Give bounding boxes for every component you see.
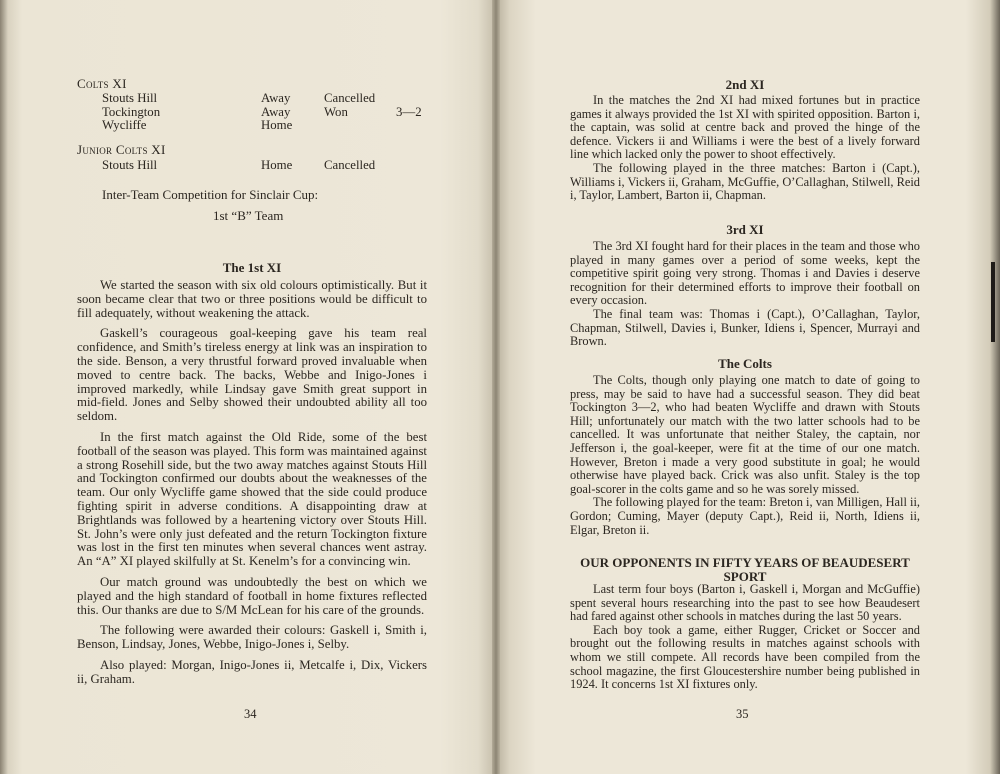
book-gutter — [492, 0, 500, 774]
page-number: 34 — [244, 707, 257, 721]
right-page — [496, 0, 1000, 774]
paragraph: The 3rd XI fought hard for their places in the team and those who played in many games over a period of some weeks, kept the competitive spirit going very strong. Thomas i and Davies i deserve recognition for their determined efforts to improve their football on every occasion. — [570, 239, 920, 308]
fixture-result: Cancelled — [324, 91, 376, 105]
colts-heading: The Colts — [718, 356, 772, 371]
fixture-team: Stouts Hill — [102, 158, 158, 172]
fixture-score: 3—2 — [396, 104, 422, 119]
opponents-heading: OUR OPPONENTS IN FIFTY YEARS OF BEAUDESERT SPORT — [580, 555, 910, 584]
paragraph: The following played in the three matches: Barton i (Capt.), Williams i, Vickers ii, Graham, McGuffie, O’Callaghan, Stilwell, Reid i, Taylor, Lambert, Barton ii, Chapman. — [570, 160, 920, 203]
colts-fixtures-table — [0, 92, 496, 136]
fixture-team: Wycliffe — [102, 118, 147, 133]
fixture-venue: Home — [261, 158, 293, 172]
second-xi-body — [570, 94, 920, 203]
first-xi-body — [77, 279, 427, 687]
fixture-venue: Home — [261, 118, 293, 133]
paragraph: The Colts, though only playing one match to date of going to press, may be said to have had a successful season. They did beat Tockington 3—2, who had beaten Wycliffe and drawn with Stouts Hill; unfortunately our match with the two latter schools had to be cancelled. It was unfortunate that neither Staley, the captain, nor Jefferson i, the goal-keeper, were fit at the time of our one match. However, Breton i made a very good substitute in goal; he would otherwise have played back. Crick was also unfit. Staley is the top goal-scorer in the colts game and so he was sorely missed. — [570, 373, 920, 496]
paragraph: The following played for the team: Breton i, van Milligen, Hall ii, Gordon; Cuming, Mayer (deputy Capt.), Reid ii, North, Idiens ii, Elgar, Breton ii. — [570, 495, 920, 537]
page-edge-tab — [991, 262, 995, 342]
second-xi-heading: 2nd XI — [725, 77, 765, 92]
third-xi-body — [570, 240, 920, 349]
fixture-team: Tockington — [102, 104, 161, 119]
colts-xi-heading: Colts XI — [77, 76, 127, 91]
paragraph: In the matches the 2nd XI had mixed fortunes but in practice games it always provided the 1st XI with spirited opposition. Barton i, the captain, was solid at centre back and proved the hinge of the defence. Vickers ii and Williams i were the best of a lively forward line which lacked only the power to shoot effectively. — [570, 93, 920, 162]
fixture-venue: Away — [261, 104, 291, 119]
opponents-body — [570, 583, 920, 692]
left-page — [0, 0, 496, 774]
paragraph: The final team was: Thomas i (Capt.), O’Callaghan, Taylor, Chapman, Stilwell, Davies i, Bunker, Idiens i, Spencer, Murrayi and Brown. — [570, 306, 920, 349]
paragraph: Last term four boys (Barton i, Gaskell i, Morgan and McGuffie) spent several hours researching into the past to see how Beaudesert had fared against other schools in matches during the last 50 years. — [570, 582, 920, 624]
fixture-result: Won — [324, 104, 348, 119]
fixture-team: Stouts Hill — [102, 91, 158, 105]
paragraph: Also played: Morgan, Inigo-Jones ii, Metcalfe i, Dix, Vickers ii, Graham. — [77, 657, 427, 686]
paragraph: Gaskell’s courageous goal-keeping gave his team real confidence, and Smith’s tireless energy at link was an inspiration to the side. Benson, a very thrustful forward proved invaluable when moved to centre back. The backs, Webbe and Inigo-Jones i improved markedly, while Lindsay gave Smith great support in mid-field. Jones and Selby showed their undoubted ability all too seldom. — [77, 326, 427, 424]
page-number: 35 — [736, 707, 749, 721]
fixture-venue: Away — [261, 91, 291, 105]
fixture-result: Cancelled — [324, 158, 376, 172]
colts-body — [570, 374, 920, 537]
junior-fixtures-table — [0, 159, 496, 175]
paragraph: We started the season with six old colours optimistically. But it soon became clear that two or three positions would be difficult to fill adequately, without weakening the attack. — [77, 278, 427, 320]
first-xi-heading: The 1st XI — [222, 260, 282, 275]
paragraph: Each boy took a game, either Rugger, Cricket or Soccer and brought out the following results in matches against schools with whom we still compete. All records have been compiled from the school magazine, the first Gloucestershire number being published in 1924. It concerns 1st XI fixtures only. — [570, 622, 920, 692]
paragraph: The following were awarded their colours: Gaskell i, Smith i, Benson, Lindsay, Jones, Webbe, Inigo-Jones i, Selby. — [77, 623, 427, 652]
paragraph: Our match ground was undoubtedly the best on which we played and the high standard of football in home fixtures reflected this. Our thanks are due to S/M McLean for his care of the grounds. — [77, 574, 427, 617]
competition-line: Inter-Team Competition for Sinclair Cup: — [102, 187, 319, 202]
third-xi-heading: 3rd XI — [726, 222, 764, 237]
paragraph: In the first match against the Old Ride, some of the best football of the season was played. This form was maintained against a strong Rosehill side, but the two away matches against Stouts Hill and Tockington confirmed our doubts about the weaknesses of the team. Our only Wycliffe game showed that the side could produce fighting spirit in adverse conditions. A disappointing draw at Brightlands was followed by a heartening victory over Stouts Hill. St. John’s were only just defeated and the return Tockington fixture was lost in the first ten minutes when several chances went astray. An “A” XI played skilfully at St. Kenelm’s for a convincing win. — [77, 429, 427, 569]
competition-winner: 1st “B” Team — [213, 208, 284, 223]
junior-colts-heading: Junior Colts XI — [77, 142, 166, 157]
